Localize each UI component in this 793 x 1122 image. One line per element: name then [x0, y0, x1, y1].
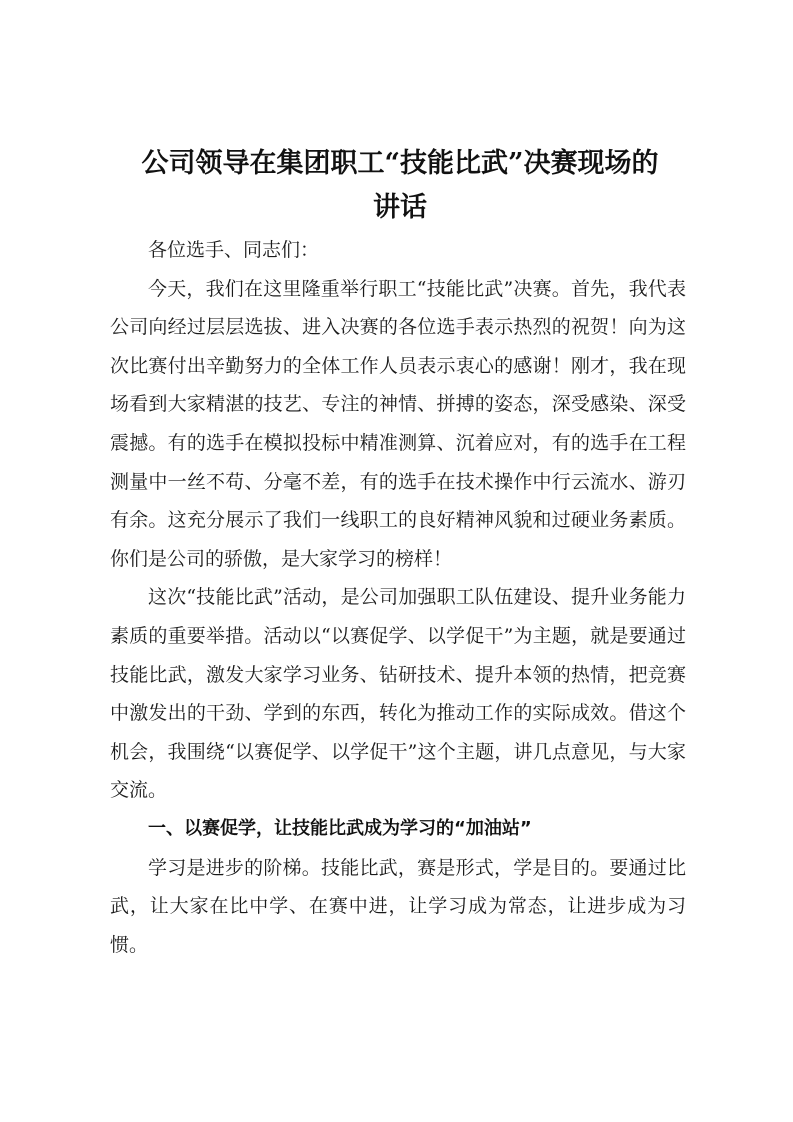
document-body	[110, 231, 686, 964]
document-title-line1: 公司领导在集团职工“技能比武”决赛现场的	[141, 148, 659, 179]
document-title-line2: 讲话	[373, 192, 427, 223]
paragraph-opening: 今天，我们在这里隆重举行职工“技能比武”决赛。首先，我代表公司向经过层层选拔、进入决赛的各位选手表示热烈的祝贺！向为这次比赛付出辛勤努力的全体工作人员表示衷心的感谢！刚才，我在现场看到大家精湛的技艺、专注的神情、拼搏的姿态，深受感染、深受震撼。有的选手在模拟投标中精准测算、沉着应对，有的选手在工程测量中一丝不苟、分毫不差，有的选手在技术操作中行云流水、游刃有余。这充分展示了我们一线职工的良好精神风貌和过硬业务素质。你们是公司的骄傲，是大家学习的榜样！	[110, 277, 686, 570]
salutation: 各位选手、同志们：	[148, 239, 320, 261]
paragraph-purpose: 这次“技能比武”活动，是公司加强职工队伍建设、提升业务能力素质的重要举措。活动以“以赛促学、以学促干”为主题，就是要通过技能比武，激发大家学习业务、钻研技术、提升本领的热情，把竞赛中激发出的干劲、学到的东西，转化为推动工作的实际成效。借这个机会，我围绕“以赛促学、以学促干”这个主题，讲几点意见，与大家交流。	[110, 586, 686, 802]
paragraph-section-1: 学习是进步的阶梯。技能比武，赛是形式，学是目的。要通过比武，让大家在比中学、在赛中进，让学习成为常态，让进步成为习惯。	[110, 856, 686, 956]
section-heading-1: 一、以赛促学，让技能比武成为学习的“加油站”	[148, 817, 532, 839]
